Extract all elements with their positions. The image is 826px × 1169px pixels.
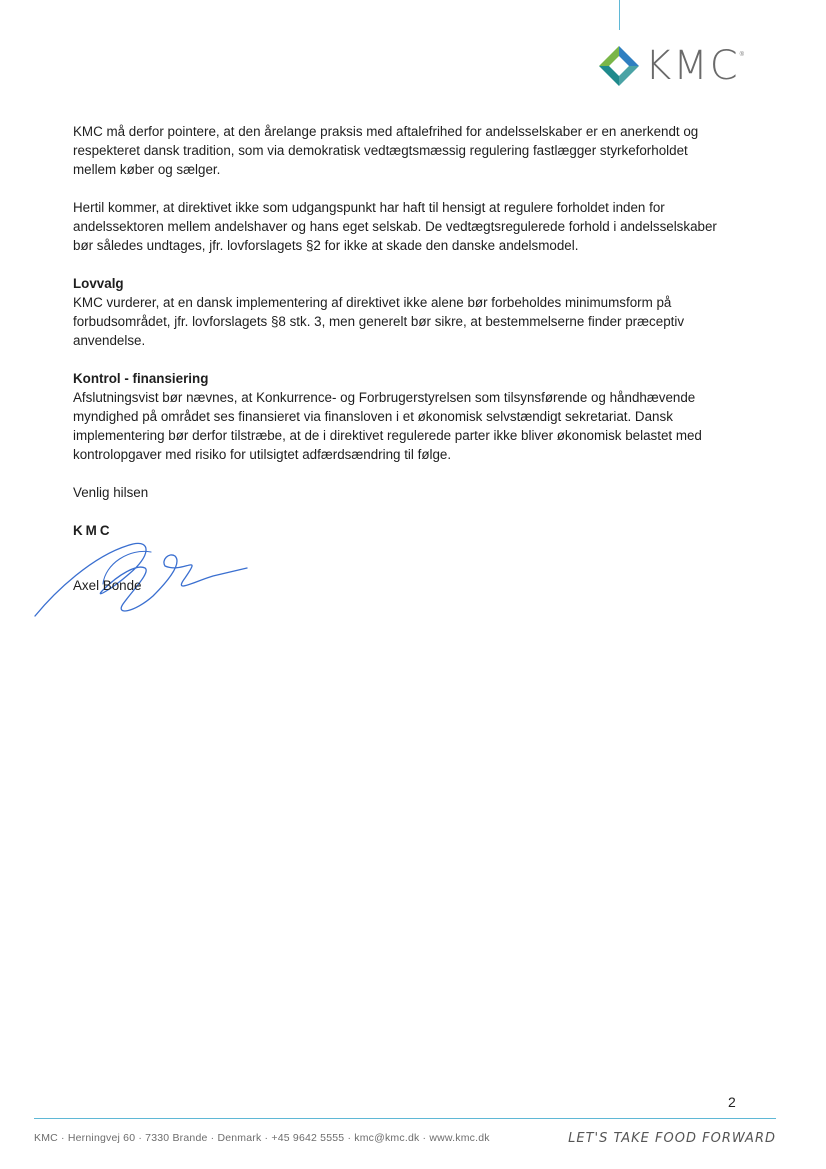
kmc-logo-icon	[597, 44, 641, 88]
section-text-lovvalg: KMC vurderer, at en dansk implementering af direktivet ikke alene bør forbeholdes minimumsform på forbudsområdet, jfr. lovforslagets §8 stk. 3, men generelt bør sikre, at bestemmelserne finder præceptiv anvendelse.	[73, 295, 685, 348]
signature-company: KMC	[73, 523, 113, 538]
signature-area	[73, 540, 333, 610]
paragraph-2: Hertil kommer, at direktivet ikke som udgangspunkt har haft til hensigt at regulere forholdet inden for andelssektoren mellem andelshaver og hans eget selskab. De vedtægtsregulerede forhold i andelsselskaber bør således undtages, jfr. lovforslagets §2 for ikke at skade den danske andelsmodel.	[73, 200, 717, 253]
letter-body	[73, 122, 733, 610]
section-heading-lovvalg: Lovvalg	[73, 276, 124, 291]
logo-wordmark: KMC	[645, 43, 740, 89]
footer-rule	[34, 1118, 776, 1119]
paragraph-1: KMC må derfor pointere, at den årelange praksis med aftalefrihed for andelsselskaber er en anerkendt og respekteret dansk tradition, som via demokratisk vedtægtsmæssig regulering fastlægger styrkeforholdet mellem køber og sælger.	[73, 124, 699, 177]
closing-greeting: Venlig hilsen	[73, 485, 149, 500]
footer	[34, 1128, 776, 1148]
section-heading-kontrol: Kontrol - finansiering	[73, 371, 209, 386]
top-rule	[619, 0, 620, 30]
section-text-kontrol: Afslutningsvist bør nævnes, at Konkurrence- og Forbrugerstyrelsen som tilsynsførende og håndhævende myndighed på området ses finansieret via finansloven i et økonomisk selvstændigt sekretariat. Dansk implementering bør derfor tilstræbe, at de i direktivet regulerede parter ikke bliver økonomisk belastet med kontrolopgaver med risiko for utilsigtet adfærdsændring til følge.	[73, 390, 702, 462]
kmc-logo	[597, 42, 767, 90]
signatory-name: Axel Bonde	[73, 578, 142, 593]
handwritten-signature	[33, 534, 273, 624]
page-number: 2	[728, 1094, 736, 1110]
footer-address: KMC · Herningvej 60 · 7330 Brande · Denmark · +45 9642 5555 · kmc@kmc.dk · www.kmc.dk	[34, 1132, 490, 1144]
registered-mark: ®	[739, 52, 745, 58]
footer-tagline: LET'S TAKE FOOD FORWARD	[568, 1130, 776, 1146]
